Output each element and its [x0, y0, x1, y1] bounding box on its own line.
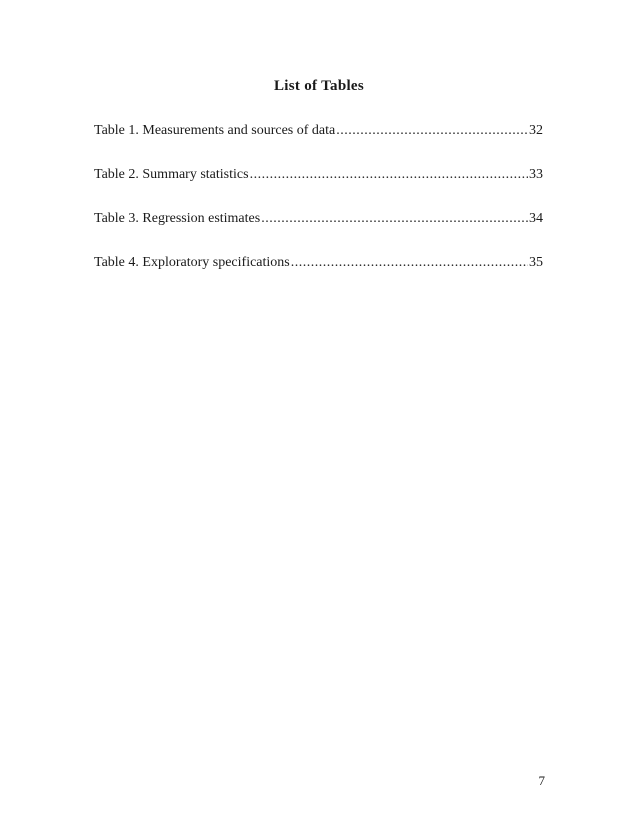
list-of-tables — [94, 122, 543, 298]
toc-entry — [94, 210, 543, 254]
dot-leader — [336, 122, 528, 140]
toc-entry-page: 35 — [529, 255, 543, 270]
dot-leader — [291, 254, 528, 272]
dot-leader — [250, 166, 528, 184]
toc-entry-page: 34 — [529, 211, 543, 226]
toc-entry-page: 32 — [529, 123, 543, 138]
toc-entry-label: Table 3. Regression estimates — [94, 211, 261, 226]
page-title: List of Tables — [273, 78, 365, 94]
toc-entry — [94, 122, 543, 166]
toc-entry-label: Table 1. Measurements and sources of data — [94, 123, 336, 138]
dot-leader — [261, 210, 528, 228]
toc-entry — [94, 166, 543, 210]
toc-entry-label: Table 2. Summary statistics — [94, 167, 249, 182]
page-number: 7 — [538, 773, 545, 788]
toc-entry — [94, 254, 543, 298]
toc-entry-page: 33 — [529, 167, 543, 182]
toc-entry-label: Table 4. Exploratory specifications — [94, 255, 290, 270]
